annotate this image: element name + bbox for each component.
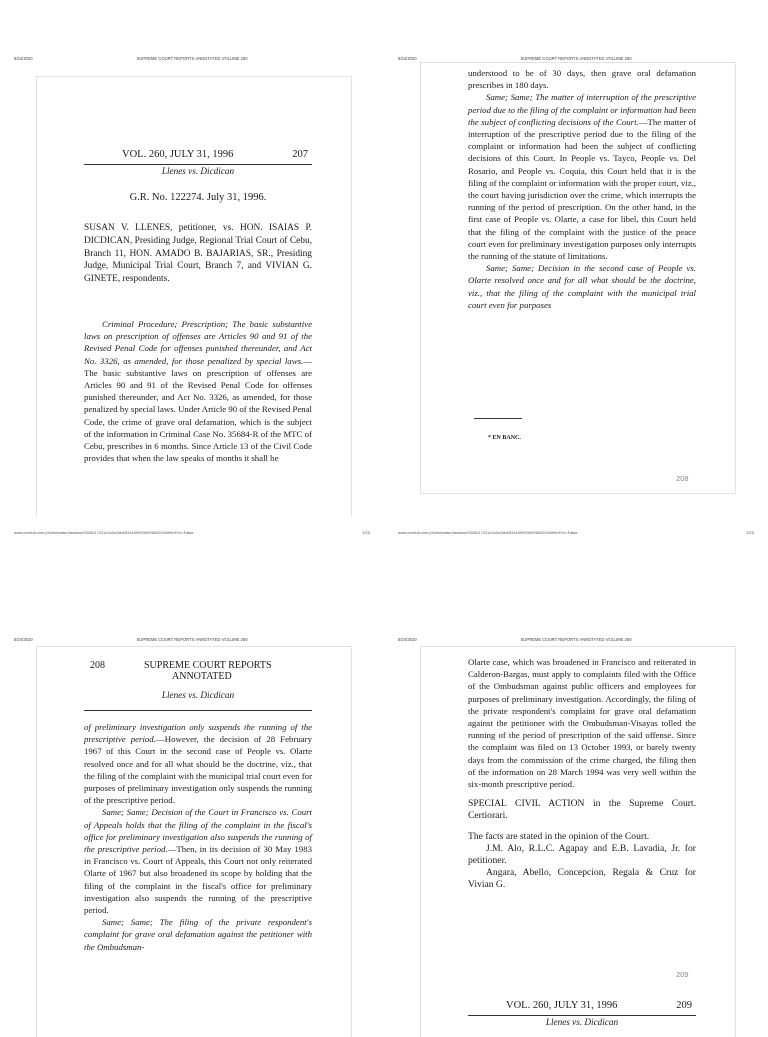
page-number: 208 bbox=[90, 660, 105, 671]
running-head-text-2: ANNOTATED bbox=[172, 671, 232, 682]
special-civil-action: SPECIAL CIVIL ACTION in the Supreme Court. Certiorari. bbox=[468, 798, 696, 822]
running-page-number: 209 bbox=[676, 1000, 692, 1011]
running-head-text: SUPREME COURT REPORTS bbox=[144, 660, 272, 671]
body-text bbox=[84, 721, 312, 953]
parties: SUSAN V. LLENES, petitioner, vs. HON. ISAIAS P. DICDICAN, Presiding Judge, Regional Trial Court of Cebu, Branch 11, HON. AMADO B. BAJARIAS, SR., Presiding Judge, Municipal Trial Court, Branch 7, and VIVIAN G. GINETE, respondents. bbox=[84, 223, 312, 285]
print-url[interactable]: www.central.com.ph/sfsreader/session/0000017411c2c6d16b6531e4900300050032c005e/t/?o=False bbox=[14, 530, 194, 535]
gr-number: G.R. No. 122274. July 31, 1996. bbox=[129, 192, 267, 203]
page-view-2 bbox=[384, 0, 768, 535]
footnote: * EN BANC. bbox=[488, 435, 521, 441]
print-title: SUPREME COURT REPORTS ANNOTATED VOLUME 260 bbox=[136, 637, 248, 642]
divider bbox=[468, 1015, 696, 1016]
syllabus-heading: Same; Same; The matter of interruption of the prescriptive period due to the filing of the complaint or information had been the subject of conflicting decisions of the Court. bbox=[468, 92, 696, 127]
counsel-respondent: Angara, Abello, Concepcion, Regala & Cruz for Vivian G. bbox=[468, 867, 696, 891]
case-title: Llenes vs. Dicdican bbox=[545, 1017, 619, 1027]
print-url[interactable]: www.central.com.ph/sfsreader/session/0000017411c2c6d16b6531e4900300050032c005e/t/?o=False bbox=[398, 530, 578, 535]
syllabus bbox=[84, 318, 312, 464]
print-header bbox=[398, 637, 754, 645]
syllabus-body: —The matter of interruption of the prescriptive period due to the filing of the complaint or information had been the subject of conflicting decisions of this Court. In People vs. Tayco, People vs. Del Rosario, and People vs. Coquia, this Court held that it is the filing of the complaint or information with the proper court, viz., the court having jurisdiction over the crime, which interrupts the running of the period of prescription. On the other hand, in the first case of People vs. Olarte, a case for libel, this Court held that the filing of the complaint with the justice of the peace court even for preliminary investigation purposes only interrupts the running of the statute of limitations. bbox=[468, 116, 696, 262]
footnote-rule bbox=[474, 418, 522, 419]
page-number: 208 bbox=[676, 474, 689, 483]
case-title: Llenes vs. Dicdican bbox=[161, 166, 235, 176]
divider bbox=[84, 710, 312, 711]
syllabus-heading: Same; Same; The filing of the private respondent's complaint for grave oral defamation against the petitioner with the Ombudsman- bbox=[84, 917, 312, 952]
syllabus-body: —Then, in its decision of 30 May 1983 in Francisco vs. Court of Appeals, this Court not only reiterated Olarte of 1967 but also broadened its scope by holding that the filing of the complaint in the fiscal's office for preliminary investigation also suspends the running of the prescriptive period. bbox=[84, 844, 312, 916]
syllabus-heading: Same; Same; Decision of the Court in Francisco vs. Court of Appeals holds that the filing of the complaint in the fiscal's office for preliminary investigation also suspends the running of the prescriptive period. bbox=[84, 807, 312, 855]
page-number: 209 bbox=[676, 970, 689, 979]
print-title: SUPREME COURT REPORTS ANNOTATED VOLUME 260 bbox=[520, 637, 632, 642]
body-paragraph: Olarte case, which was broadened in Francisco and reiterated in Calderon-Bargas, must apply to complaints filed with the Office of the Ombudsman against public officers and employees for purposes of preliminary investigation. Accordingly, the filing of the private respondent's complaint for grave oral defamation against the petitioner with the Ombudsman-Visayas tolled the running of the period of prescription of the said offense. Since the complaint was filed on 13 October 1993, or barely twenty days from the commission of the crime charged, the filing then of the information on 28 March 1994 was very well within the six-month prescriptive period. bbox=[468, 657, 696, 790]
facts-line: The facts are stated in the opinion of the Court. bbox=[468, 830, 650, 842]
syllabus-heading: of preliminary investigation only suspends the running of the prescriptive period. bbox=[84, 722, 312, 745]
print-page: 2/25 bbox=[746, 530, 754, 535]
continuation: understood to be of 30 days, then grave oral defamation prescribes in 180 days. bbox=[468, 68, 696, 91]
running-head-text: VOL. 260, JULY 31, 1996 bbox=[122, 149, 234, 160]
print-page: 1/25 bbox=[362, 530, 370, 535]
page-view-1 bbox=[0, 0, 384, 535]
running-head-text: VOL. 260, JULY 31, 1996 bbox=[506, 1000, 618, 1011]
page-view-3 bbox=[0, 512, 384, 1024]
body-text bbox=[468, 67, 696, 311]
print-date: 8/24/2020 bbox=[398, 637, 417, 642]
case-title: Llenes vs. Dicdican bbox=[161, 690, 235, 700]
syllabus-body: —However, the decision of 28 February 1967 of this Court in the second case of People vs. Olarte resolved once and for all what should be the doctrine, viz., that the filing of the complaint with the municipal trial court even for purposes of preliminary investigation only suspends the running of the prescriptive period. bbox=[84, 734, 313, 806]
page-number: 207 bbox=[292, 149, 308, 160]
print-header bbox=[14, 637, 370, 645]
body-text bbox=[468, 656, 696, 892]
print-header bbox=[14, 56, 370, 64]
print-title: SUPREME COURT REPORTS ANNOTATED VOLUME 260 bbox=[136, 56, 248, 61]
print-date: 8/24/2020 bbox=[14, 637, 33, 642]
syllabus-body: —The basic substantive laws on prescription of offenses are Articles 90 and 91 of the Revised Penal Code for offenses punished thereunder, and Act No. 3326, as amended, for those penalized by special laws. Under Article 90 of the Revised Penal Code, the crime of grave oral defamation, which is the subject of the information in Criminal Case No. 35684-R of the MTC of Cebu, prescribes in 6 months. Since Article 13 of the Civil Code provides that when the law speaks of months it shall be bbox=[84, 355, 312, 464]
print-date: 8/24/2020 bbox=[398, 56, 417, 61]
divider bbox=[84, 164, 312, 165]
print-date: 8/24/2020 bbox=[14, 56, 33, 61]
page-view-4 bbox=[384, 512, 768, 1027]
print-title: SUPREME COURT REPORTS ANNOTATED VOLUME 260 bbox=[520, 56, 632, 61]
syllabus-heading: Criminal Procedure; Prescription; The basic substantive laws on prescription of offenses are Articles 90 and 91 of the Revised Penal Code for offenses punished thereunder, and Act No. 3326, as amended, for those penalized by special laws. bbox=[84, 319, 312, 366]
syllabus-heading: Same; Same; Decision in the second case of People vs. Olarte resolved once and for all what should be the doctrine, viz., that the filing of the complaint with the municipal trial court even for purposes bbox=[468, 263, 696, 310]
counsel-petitioner: J.M. Alo, R.L.C. Agapay and E.B. Lavadia, Jr. for petitioner. bbox=[468, 842, 696, 867]
